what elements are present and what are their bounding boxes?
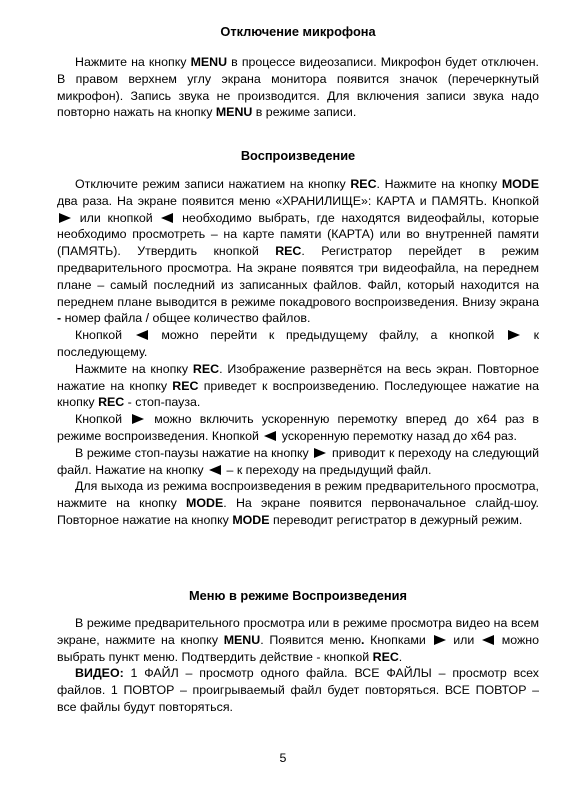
- heading-playback: Воспроизведение: [240, 148, 356, 163]
- mode-key-label: MODE: [501, 177, 539, 191]
- section-mic-off: [57, 54, 539, 121]
- right-arrow-icon: [434, 635, 446, 645]
- left-arrow-icon: [264, 431, 276, 441]
- paragraph: [57, 327, 539, 361]
- right-arrow-icon: [508, 330, 520, 340]
- section-playback-menu: [57, 615, 539, 716]
- heading-mic-off: Отключение микрофона: [220, 24, 376, 39]
- text: можно выбрать пункт меню. Подтвердить действие - кнопкой: [57, 632, 539, 664]
- text: Кнопкой: [75, 328, 134, 343]
- text: необходимо выбрать, где находятся видеофайлы, которые необходимо просмотреть – на карте памяти (КАРТА) или во внутренней памяти (ПАМЯТЬ). Утвердить кнопкой: [57, 210, 540, 259]
- left-arrow-icon: [209, 465, 221, 475]
- rec-key-label: REC: [350, 177, 377, 191]
- text: приводит к переходу на следующий файл. Нажатие на кнопку: [57, 445, 539, 477]
- paragraph: [57, 445, 539, 479]
- left-arrow-icon: [161, 213, 173, 223]
- rec-key-label: REC: [372, 649, 399, 664]
- paragraph: [57, 478, 539, 528]
- text: два раза. На экране появится меню «ХРАНИЛИЩЕ»: КАРТА и ПАМЯТЬ. Кнопкой: [57, 193, 539, 208]
- text: . Нажмите на кнопку: [376, 177, 502, 191]
- right-arrow-icon: [314, 448, 326, 458]
- text: 1 ФАЙЛ – просмотр одного файла. ВСЕ ФАЙЛЫ – просмотр всех файлов. 1 ПОВТОР – проигрываемый файл будет повторяться. ВСЕ ПОВТОР – все файлы будут повторяться.: [57, 666, 539, 714]
- paragraph: [57, 361, 539, 411]
- paragraph: [57, 176, 539, 327]
- text: или кнопкой: [73, 210, 160, 225]
- paragraph: [57, 665, 539, 715]
- video-label: ВИДЕО:: [75, 666, 124, 681]
- heading-playback-menu: Меню в режиме Воспроизведения: [189, 588, 407, 603]
- text: Отключите режим записи нажатием на кнопку: [75, 177, 351, 191]
- menu-key-label: MENU: [223, 632, 261, 647]
- text: Для выхода из режима воспроизведения в режим предварительного просмотра, нажмите на кнопку: [57, 479, 539, 511]
- text: . На экране появится первоначальное слайд-шоу. Повторное нажатие на кнопку: [57, 496, 539, 527]
- menu-key-label: MENU: [190, 55, 228, 69]
- mode-key-label: MODE: [186, 496, 224, 511]
- text: .: [398, 649, 403, 664]
- rec-key-label: REC: [172, 378, 199, 393]
- text: . Изображение развернётся на весь экран. Повторное нажатие на кнопку: [57, 361, 539, 393]
- mode-key-label: MODE: [232, 512, 270, 527]
- text: можно включить ускоренную перемотку вперед до x64 раз в режиме воспроизведения. Кнопкой: [57, 412, 539, 443]
- text: - стоп-пауза.: [124, 395, 201, 410]
- menu-key-label: MENU: [215, 105, 253, 120]
- text: в режиме записи.: [252, 105, 357, 120]
- paragraph: [57, 54, 539, 121]
- text: можно перейти к предыдущему файлу, а кнопкой: [149, 328, 506, 343]
- text: переводит регистратор в дежурный режим.: [269, 512, 523, 527]
- paragraph: [57, 615, 539, 665]
- text: номер файла / общее количество файлов.: [61, 311, 311, 326]
- right-arrow-icon: [132, 414, 144, 424]
- period: .: [361, 632, 365, 647]
- left-arrow-icon: [482, 635, 494, 645]
- text: Кнопками: [364, 632, 432, 647]
- text: . Регистратор перейдет в режим предварительного просмотра. На экране появятся три видеофайла, на переднем плане – самый последний из записанных файлов. Файл, который находится на переднем плане выводится в режиме покадрового воспроизведения. Внизу экрана: [57, 244, 540, 309]
- text: В режиме предварительного просмотра или в режиме просмотра видео на всем экране, нажмите на кнопку: [57, 616, 539, 647]
- left-arrow-icon: [136, 330, 148, 340]
- text: или: [447, 632, 480, 647]
- text: Кнопкой: [75, 412, 131, 427]
- text: – к переходу на предыдущий файл.: [223, 462, 432, 477]
- section-playback: [57, 176, 539, 529]
- text: Нажмите на кнопку: [75, 55, 191, 69]
- text: приведет к воспроизведению. Последующее нажатие на кнопку: [57, 378, 539, 410]
- text: в процессе видеозаписи. Микрофон будет отключен. В правом верхнем углу экрана монитора появится значок (перечеркнутый микрофон). Запись звука не производится. Для включения записи звука надо повторно нажать на кнопку: [57, 55, 539, 120]
- text: к последующему.: [57, 328, 539, 359]
- rec-key-label: REC: [275, 244, 302, 259]
- text: Нажмите на кнопку: [75, 361, 193, 376]
- dash: -: [57, 311, 62, 326]
- text: . Появится меню: [260, 632, 362, 647]
- text: В режиме стоп-паузы нажатие на кнопку: [75, 445, 313, 460]
- page-number: 5: [279, 751, 287, 765]
- right-arrow-icon: [59, 213, 71, 223]
- text: ускоренную перемотку назад до x64 раз.: [278, 428, 517, 443]
- rec-key-label: REC: [98, 395, 125, 410]
- rec-key-label: REC: [192, 361, 220, 376]
- paragraph: [57, 411, 539, 445]
